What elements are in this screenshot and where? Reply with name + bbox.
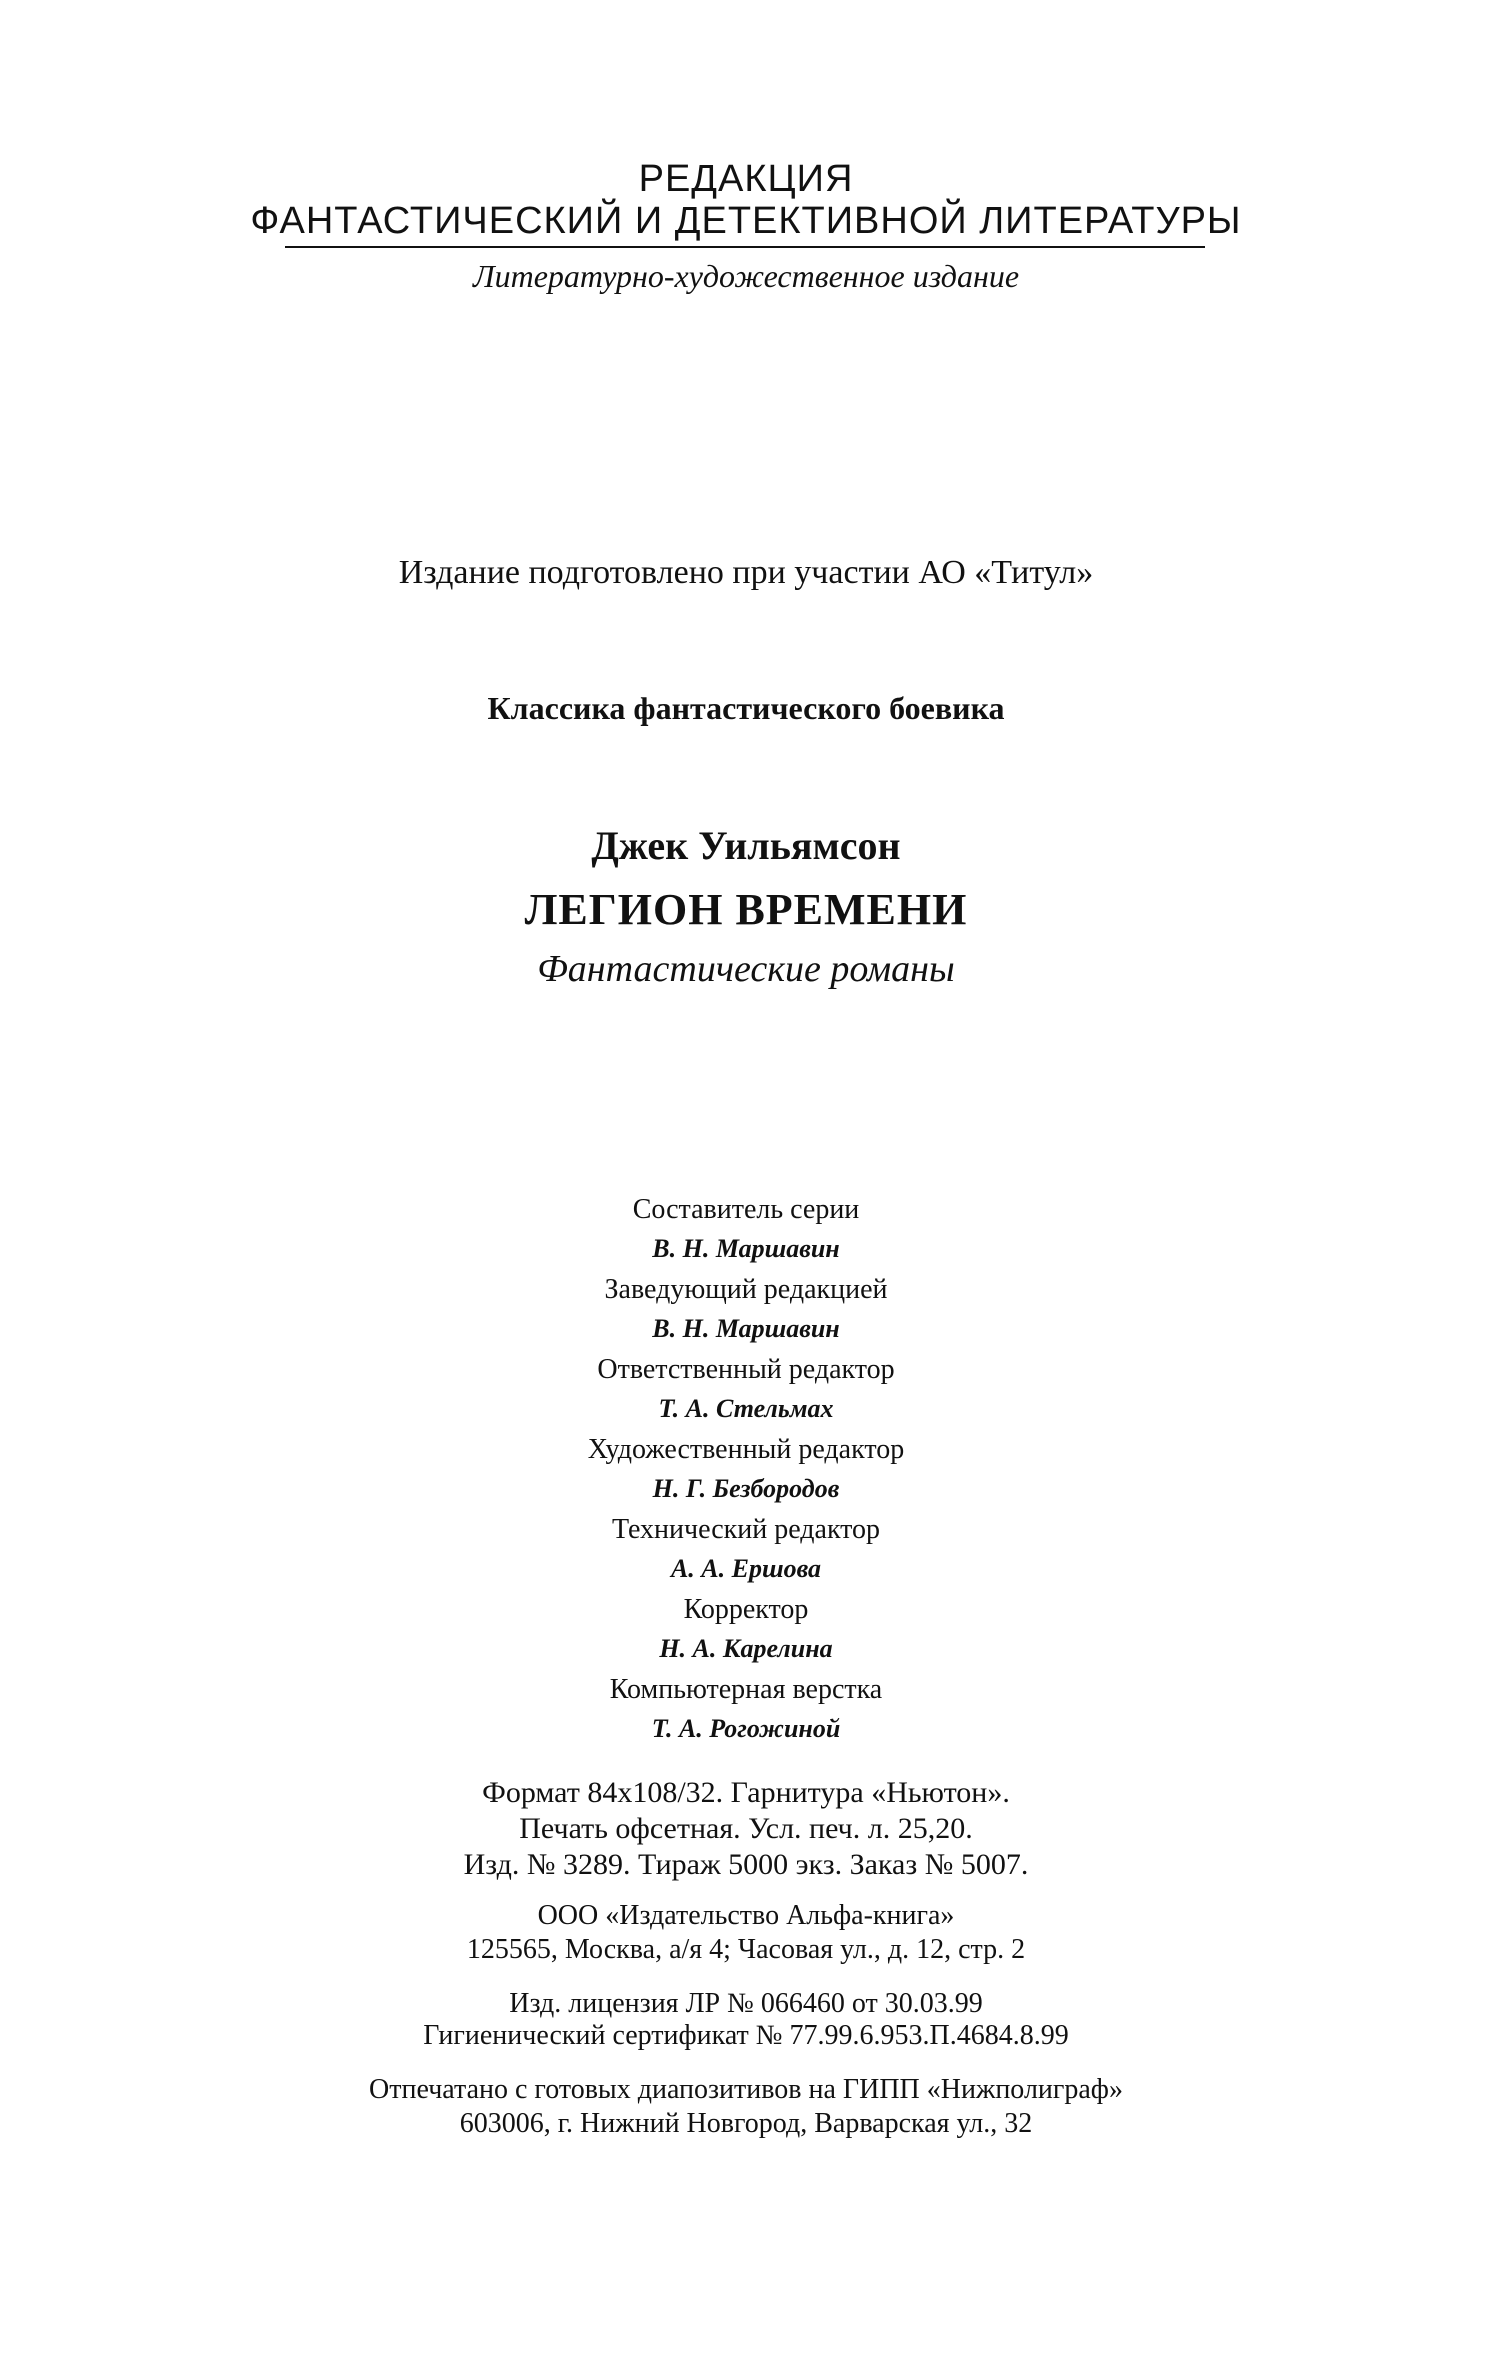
book-subtitle: Фантастические романы bbox=[537, 948, 955, 990]
credit-role: Ответственный редактор bbox=[597, 1354, 895, 1385]
credit-person: Н. А. Карелина bbox=[659, 1634, 833, 1663]
heading-rule bbox=[285, 246, 1205, 248]
imprint-format: Формат 84x108/32. Гарнитура «Ньютон». bbox=[482, 1776, 1010, 1809]
credit-person: А. А. Ершова bbox=[670, 1554, 822, 1583]
printed-by: Отпечатано с готовых диапозитивов на ГИПП «Нижполиграф» bbox=[369, 2074, 1123, 2105]
credit-role: Технический редактор bbox=[611, 1514, 881, 1545]
credit-role: Заведующий редакцией bbox=[604, 1274, 888, 1305]
credit-role: Компьютерная верстка bbox=[609, 1674, 883, 1705]
credit-person: Т. А. Стельмах bbox=[658, 1394, 834, 1423]
edition-type: Литературно-художественное издание bbox=[472, 258, 1020, 294]
printer-address: 603006, г. Нижний Новгород, Варварская ул., 32 bbox=[459, 2108, 1033, 2139]
publisher-address: 125565, Москва, а/я 4; Часовая ул., д. 12, стр. 2 bbox=[466, 1934, 1026, 1965]
credit-role: Художественный редактор bbox=[587, 1434, 905, 1465]
prepared-note: Издание подготовлено при участии АО «Титул» bbox=[398, 554, 1094, 591]
credit-role: Корректор bbox=[683, 1594, 809, 1625]
hygiene-certificate: Гигиенический сертификат № 77.99.6.953.П.4684.8.99 bbox=[423, 2020, 1069, 2051]
credit-person: В. Н. Маршавин bbox=[652, 1314, 840, 1343]
imprint-print: Печать офсетная. Усл. печ. л. 25,20. bbox=[519, 1812, 973, 1845]
series-name: Классика фантастического боевика bbox=[487, 690, 1005, 726]
credit-person: Н. Г. Безбородов bbox=[652, 1474, 840, 1503]
credit-role: Составитель серии bbox=[632, 1194, 860, 1225]
credit-person: В. Н. Маршавин bbox=[652, 1234, 840, 1263]
book-author: Джек Уильямсон bbox=[591, 823, 901, 868]
book-title: ЛЕГИОН ВРЕМЕНИ bbox=[524, 885, 968, 934]
publishing-license: Изд. лицензия ЛР № 066460 от 30.03.99 bbox=[509, 1988, 983, 2019]
publisher-name: ООО «Издательство Альфа-книга» bbox=[537, 1900, 955, 1931]
editorial-office-heading: РЕДАКЦИЯ bbox=[638, 158, 854, 200]
editorial-office-department: ФАНТАСТИЧЕСКИЙ И ДЕТЕКТИВНОЙ ЛИТЕРАТУРЫ bbox=[250, 200, 1242, 242]
credit-person: Т. А. Рогожиной bbox=[651, 1714, 841, 1743]
imprint-order: Изд. № 3289. Тираж 5000 экз. Заказ № 5007. bbox=[463, 1848, 1029, 1881]
